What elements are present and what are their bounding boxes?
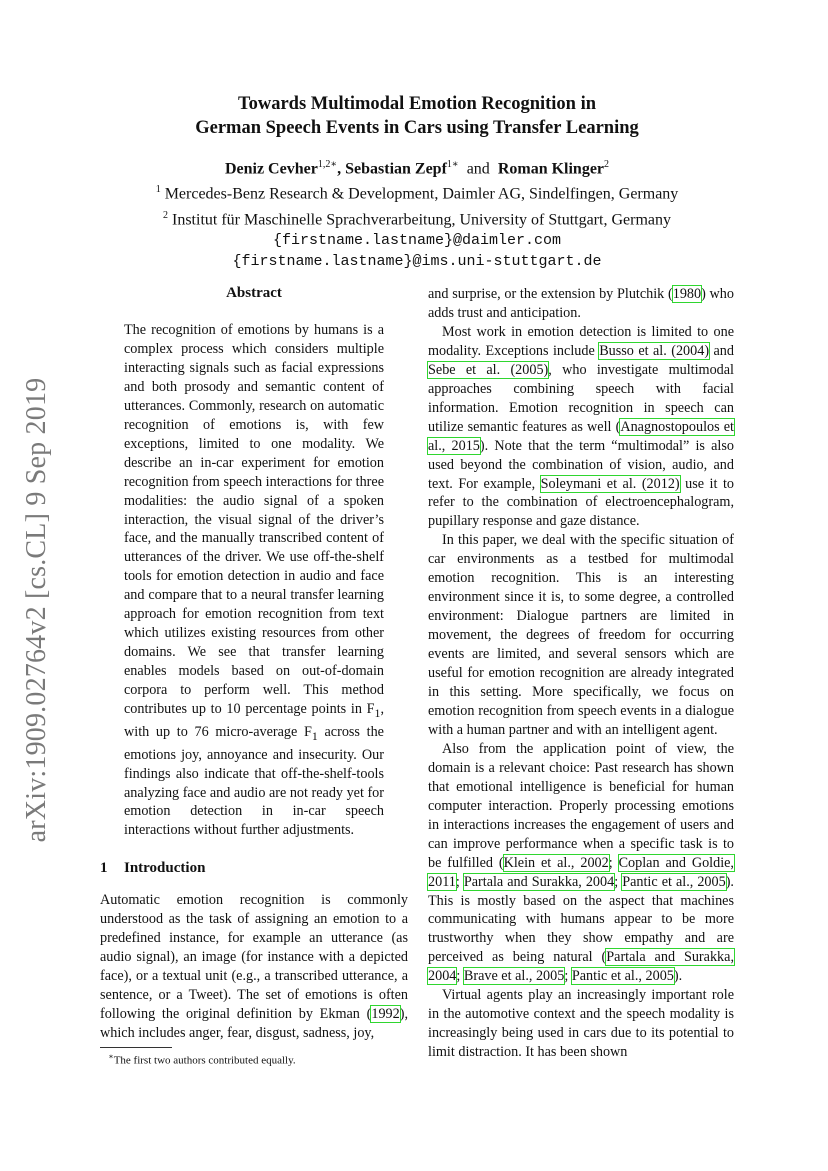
citation-link[interactable]: Sebe et al. (2005) (428, 361, 549, 378)
title-line-1: Towards Multimodal Emotion Recognition in (237, 94, 597, 114)
citation-link[interactable]: Busso et al. (2004) (599, 342, 710, 359)
right-text: and (709, 342, 734, 359)
footnote-divider (100, 1047, 172, 1048)
author-2-sup: 1∗ (446, 159, 459, 170)
right-text: and surprise, or the extension by Plutchik ( (428, 286, 673, 302)
author-and: and (466, 160, 490, 178)
abstract-part-1: The recognition of emotions by humans is a complex process which considers multiple interacting signals such as facial expressions and both prosody and semantic content of utterances. Commonly, research on automatic recognition of emotions is, with few exceptions, limited to one modality. We describe an in-car experiment for emotion recognition from speech interactions for three modalities: the audio signal of a spoken interaction, the visual signal of the driver’s face, and the manually transcribed content of utterances of the driver. We use off-the-shelf tools for emotion detection in audio and face and compare that to a neural transfer learning approach for emotion recognition from text which utilizes existing resources from other domains. We see that transfer learning enables models based on out-of-domain corpora to perform well. This method contributes up to 10 percentage points in F (124, 322, 384, 718)
citation-link[interactable]: Partala and Surakka, 2004 (463, 873, 615, 890)
author-2: Sebastian Zepf (345, 160, 447, 178)
right-text: ; (456, 968, 464, 985)
citation-link[interactable]: Partala and Surakka, 2004 (428, 949, 734, 985)
right-column (428, 285, 734, 1062)
paper-title (100, 92, 734, 140)
citation-link[interactable]: Pantic et al., 2005 (622, 873, 726, 890)
affiliation-2 (100, 205, 734, 230)
right-paragraph-5: Virtual agents play an increasingly important role in the automotive context and the speech modality is increasingly being used in cars due to its potential to limit distraction. It has been shown (428, 987, 734, 1061)
right-text: ). Note that the term “multimodal” is also used beyond the combination of vision, audio, and text. For example, (428, 437, 734, 492)
citation-link[interactable]: Soleymani et al. (2012) (540, 475, 680, 492)
footnote (100, 1050, 408, 1068)
affiliation-2-text: Institut für Maschinelle Sprachverarbeitung, University of Stuttgart, Germany (172, 210, 671, 228)
right-paragraph-3: In this paper, we deal with the specific situation of car environments as a testbed for multimodal emotion recognition. This is an interesting environment since it is, to some degree, a controlled environment: Dialogue partners are limited in movement, the degrees of freedom for occurring events are limited, and several sensors which are useful for emotion recognition are already integrated in this setting. More specifically, we focus on emotion recognition from speech events in a dialogue with a human partner and with an intelligent agent. (428, 532, 734, 738)
intro-text-b: ), which includes anger, fear, disgust, sadness, joy, (100, 1005, 408, 1041)
right-text: ). (673, 968, 683, 985)
author-1-sup: 1,2∗ (317, 159, 338, 170)
author-3: Roman Klinger (497, 160, 605, 178)
citation-link[interactable]: Brave et al., 2005 (463, 968, 565, 985)
intro-text-a: Automatic emotion recognition is commonly understood as the task of assigning an emotion to a predefined instance, for example an utterance (as audio signal), an image (for instance with a depicted face), or a textual unit (e.g., a transcribed utterance, a sentence, or a Tweet). The set of emotions is often following the original definition by Ekman ( (100, 892, 408, 1022)
right-text: ; (608, 854, 619, 871)
citation-link[interactable]: 1992 (371, 1005, 400, 1022)
affiliation-1-sup: 1 (155, 184, 161, 196)
right-paragraph-2 (428, 323, 734, 531)
email-2: {firstname.lastname}@ims.uni-stuttgart.de (232, 252, 602, 270)
arxiv-id: arXiv:1909.02764v2 [cs.CL] 9 Sep 2019 (21, 377, 52, 843)
abstract-sub-1: 1 (374, 705, 381, 720)
abstract-text (124, 321, 384, 840)
right-text: use it to refer to the combination of electroencephalogram, pupillary response and gaze distance. (428, 475, 734, 530)
right-text: ; (455, 873, 464, 890)
intro-paragraph (100, 891, 408, 1043)
affiliation-1 (100, 179, 734, 204)
email-1: {firstname.lastname}@daimler.com (272, 231, 562, 249)
affiliation-1-text: Mercedes-Benz Research & Development, Daimler AG, Sindelfingen, Germany (164, 185, 679, 203)
affiliation-2-sup: 2 (163, 209, 168, 221)
citation-link[interactable]: 1980 (672, 286, 702, 302)
title-line-2: German Speech Events in Cars using Transfer Learning (195, 118, 639, 138)
author-block (100, 154, 734, 272)
right-text: ). This is mostly based on the aspect that machines communicating with humans appear to be more trustworthy when they show empathy and are perceived as being natural ( (428, 873, 734, 966)
citation-link[interactable]: Coplan and Goldie, 2011 (428, 854, 734, 890)
citation-link[interactable]: Pantic et al., 2005 (571, 968, 674, 985)
section-title: Introduction (124, 860, 206, 876)
citation-link[interactable]: Anagnostopoulos et al., 2015 (428, 418, 734, 454)
right-text: ) who adds trust and anticipation. (428, 286, 734, 321)
citation-link[interactable]: Klein et al., 2002 (503, 854, 609, 871)
right-text: ; (564, 968, 572, 985)
abstract-part-3: across the emotions joy, annoyance and insecurity. Our findings also indicate that off-the-shelf-tools analyzing face and audio are not ready yet for emotion detection in in-car speech interactions without further adjustments. (124, 723, 384, 839)
right-paragraph-1 (428, 285, 734, 323)
right-text: Most work in emotion detection is limited to one modality. Exceptions include (428, 323, 734, 359)
right-paragraph-4 (428, 740, 734, 986)
author-1: Deniz Cevher (224, 160, 318, 178)
right-text: ; (614, 873, 623, 890)
author-names (100, 154, 734, 179)
section-number: 1 (100, 860, 108, 876)
author-3-sup: 2 (604, 159, 610, 170)
abstract-sub-2: 1 (311, 728, 318, 743)
arxiv-sidebar-stamp (16, 375, 58, 845)
section-heading-introduction (100, 860, 205, 877)
footnote-text: The first two authors contributed equally. (113, 1054, 296, 1067)
abstract-heading: Abstract (226, 285, 282, 301)
author-separator: , (337, 160, 346, 178)
right-text: Also from the application point of view, the domain is a relevant choice: Past research has shown that emotional intelligence is beneficial for human computer interaction. Properly processing emotions in interactions increases the engagement of users and can improve performance when a specific task is to be fulfilled ( (428, 740, 734, 871)
right-text: , who investigate multimodal approaches combining speech with facial information. Emotion recognition in speech can utilize semantic features as well ( (428, 361, 734, 435)
footnote-mark: ∗ (108, 1052, 114, 1061)
abstract-part-2: , with up to 76 micro-average F (124, 701, 384, 740)
